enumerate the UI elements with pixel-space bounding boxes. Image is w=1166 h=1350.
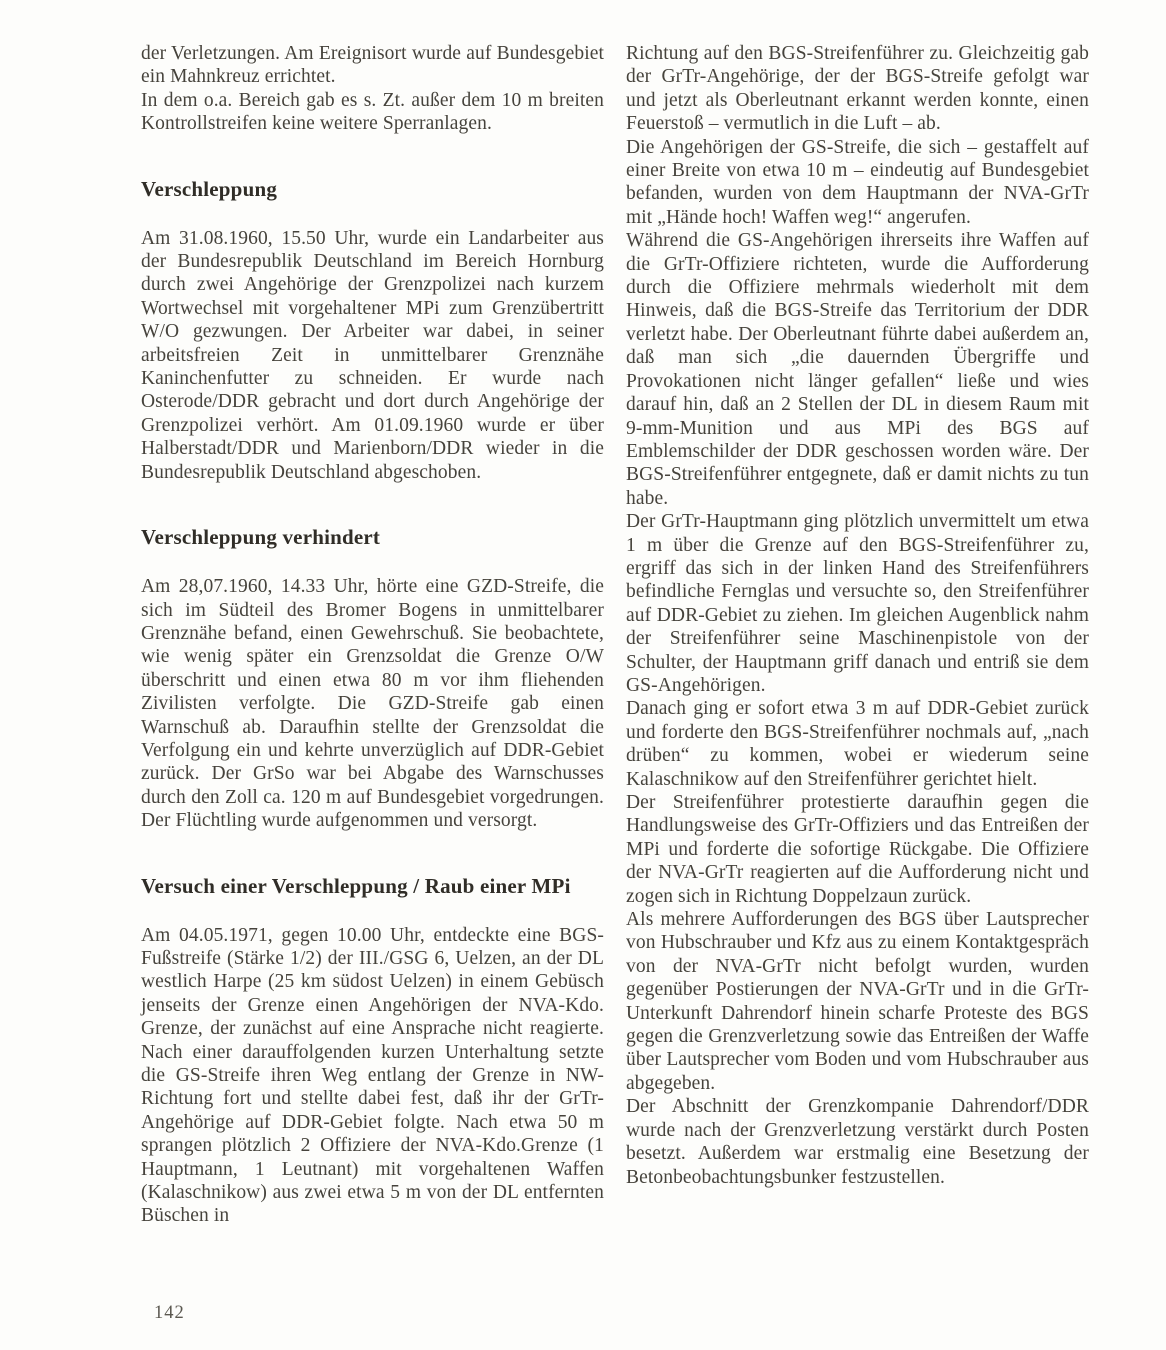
paragraph: In dem o.a. Bereich gab es s. Zt. außer dem 10 m breiten Kontrollstreifen keine weitere Sperranlagen. bbox=[141, 89, 604, 135]
paragraph: Der Streifenführer protestierte daraufhin gegen die Handlungsweise des GrTr-Offiziers und das Entreißen der MPi und forderte die sofortige Rückgabe. Die Offiziere der NVA-GrTr reagierten auf die Aufforderung nicht und zogen sich in Richtung Doppelzaun zurück. bbox=[626, 792, 1089, 907]
paragraph: Am 04.05.1971, gegen 10.00 Uhr, entdeckte eine BGS-Fußstreife (Stärke 1/2) der III./GSG 6, Uelzen, an der DL westlich Harpe (25 km südost Uelzen) in einem Gebüsch jenseits der Grenze einen Angehörigen der NVA-Kdo. Grenze, der zunächst auf eine Ansprache nicht reagierte. Nach einer darauffolgenden kurzen Unterhaltung setzte die GS-Streife ihren Weg entlang der Grenze in NW-Richtung fort und stellte dabei fest, daß ihr der GrTr-Angehörige auf DDR-Gebiet folgte. Nach etwa 50 m sprangen plötzlich 2 Offiziere der NVA-Kdo.Grenze (1 Hauptmann, 1 Leutnant) mit vorgehaltenen Waffen (Kalaschnikow) aus zwei etwa 5 m von der DL entfernten Büschen in bbox=[141, 924, 604, 1227]
page-number: 142 bbox=[154, 1303, 185, 1323]
paragraph: Der Abschnitt der Grenzkompanie Dahrendorf/DDR wurde nach der Grenzverletzung verstärkt durch Posten besetzt. Außerdem war erstmalig eine Besetzung der Betonbeobachtungsbunker festzustellen. bbox=[626, 1096, 1089, 1188]
paragraph: Richtung auf den BGS-Streifenführer zu. Gleichzeitig gab der GrTr-Angehörige, der der BGS-Streife gefolgt war und jetzt als Oberleutnant erkannt werden konnte, einen Feuerstoß – vermutlich in die Luft – ab. bbox=[626, 43, 1089, 135]
paragraph: Der GrTr-Hauptmann ging plötzlich unvermittelt um etwa 1 m über die Grenze auf den BGS-Streifenführer zu, ergriff das sich in der linken Hand des Streifenführers befindliche Fernglas und versuchte so, den Streifenführer auf DDR-Gebiet zu ziehen. Im gleichen Augenblick nahm der Streifenführer seine Maschinenpistole von der Schulter, der Hauptmann griff danach und entriß sie dem GS-Angehörigen. bbox=[626, 511, 1089, 696]
right-column bbox=[626, 42, 1089, 1189]
paragraph: Danach ging er sofort etwa 3 m auf DDR-Gebiet zurück und forderte den BGS-Streifenführer nochmals auf, „nach drüben“ zu kommen, wobei er wiederum seine Kalaschnikow auf den Streifenführer gerichtet hielt. bbox=[626, 698, 1089, 790]
section-heading-verschleppung: Verschleppung bbox=[141, 176, 278, 201]
paragraph: Die Angehörigen der GS-Streife, die sich – gestaffelt auf einer Breite von etwa 10 m – eindeutig auf Bundesgebiet befanden, wurden von dem Hauptmann der NVA-GrTr mit „Hände hoch! Waffen weg!“ angerufen. bbox=[626, 136, 1089, 228]
paragraph: Als mehrere Aufforderungen des BGS über Lautsprecher von Hubschrauber und Kfz aus zu einem Kontaktgespräch von der NVA-GrTr nicht befolgt wurden, wurden gegenüber Postierungen der NVA-GrTr und in die GrTr-Unterkunft Dahrendorf hinein scharfe Proteste des BGS gegen die Grenzverletzung sowie das Entreißen der Waffe über Lautsprecher vom Boden und vom Hubschrauber aus abgegeben. bbox=[626, 909, 1089, 1094]
paragraph: Während die GS-Angehörigen ihrerseits ihre Waffen auf die GrTr-Offiziere richteten, wurde die Aufforderung durch die Offiziere mehrmals wiederholt mit dem Hinweis, daß die BGS-Streife das Territorium der DDR verletzt habe. Der Oberleutnant führte dabei außerdem an, daß man sich „die dauernden Übergriffe und Provokationen nicht länger gefallen“ ließe und wies darauf hin, daß an 2 Stellen der DL in diesem Raum mit 9-mm-Munition und aus MPi des BGS auf Emblemschilder der DDR geschossen worden wäre. Der BGS-Streifenführer entgegnete, daß er damit nichts zu tun habe. bbox=[626, 230, 1089, 509]
paragraph: Am 31.08.1960, 15.50 Uhr, wurde ein Landarbeiter aus der Bundesrepublik Deutschland im Bereich Hornburg durch zwei Angehörige der Grenzpolizei nach kurzem Wortwechsel mit vorgehaltener MPi zum Grenzübertritt W/O gezwungen. Der Arbeiter war dabei, in seiner arbeitsfreien Zeit in unmittelbarer Grenznähe Kaninchenfutter zu schneiden. Er wurde nach Osterode/DDR gebracht und dort durch Angehörige der Grenzpolizei verhört. Am 01.09.1960 wurde er über Halberstadt/DDR und Marienborn/DDR wieder in die Bundesrepublik Deutschland abgeschoben. bbox=[141, 227, 604, 483]
paragraph: Am 28,07.1960, 14.33 Uhr, hörte eine GZD-Streife, die sich im Südteil des Bromer Bogens in unmittelbarer Grenznähe befand, einen Gewehrschuß. Sie beobachtete, wie wenig später ein Grenzsoldat die Grenze O/W überschritt und einen etwa 80 m vor ihm fliehenden Zivilisten verfolgte. Die GZD-Streife gab einen Warnschuß ab. Daraufhin stellte der Grenzsoldat die Verfolgung ein und kehrte unverzüglich auf DDR-Gebiet zurück. Der GrSo war bei Abgabe des Warnschusses durch den Zoll ca. 120 m auf Bundesgebiet vorgedrungen. Der Flüchtling wurde aufgenommen und versorgt. bbox=[141, 576, 604, 832]
section-heading-verschleppung-verhindert: Verschleppung verhindert bbox=[141, 525, 381, 550]
left-column bbox=[141, 42, 604, 1228]
section-heading-versuch-einer-verschleppung: Versuch einer Verschleppung / Raub einer MPi bbox=[141, 873, 571, 898]
paragraph: der Verletzungen. Am Ereignisort wurde auf Bundesgebiet ein Mahnkreuz errichtet. bbox=[141, 43, 604, 88]
